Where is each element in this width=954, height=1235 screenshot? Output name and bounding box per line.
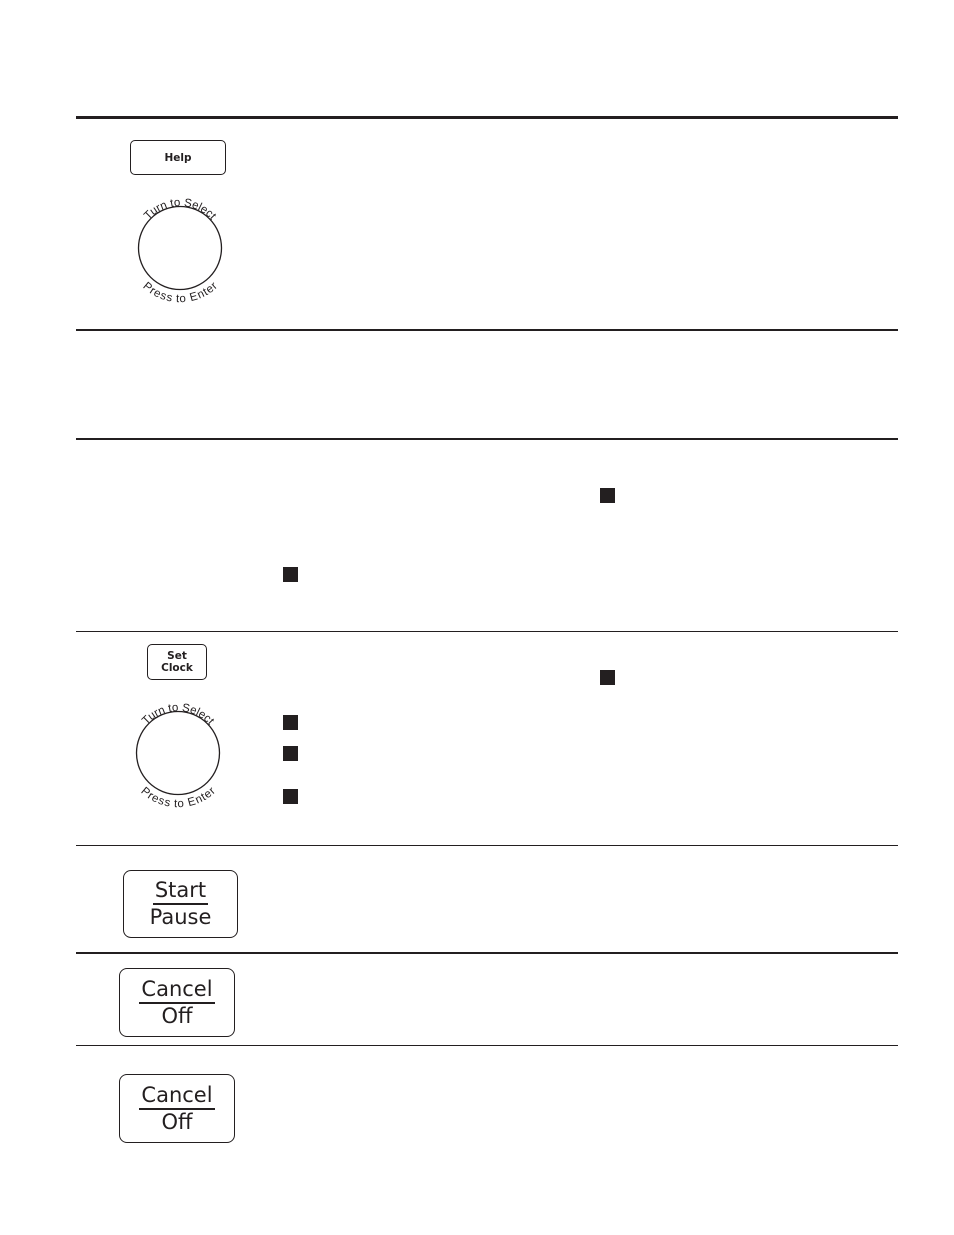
section-divider: [76, 438, 898, 440]
section-divider: [76, 952, 898, 954]
help-button[interactable]: [130, 140, 226, 175]
bullet-marker: [283, 746, 298, 761]
dial-bottom-text: Press to Enter: [138, 785, 218, 811]
off-label: Off: [161, 1109, 193, 1134]
bullet-marker: [600, 488, 615, 503]
set-clock-label-line2: Clock: [161, 662, 193, 674]
section-divider: [76, 1045, 898, 1046]
off-label: Off: [161, 1003, 193, 1028]
cancel-off-button[interactable]: [119, 1074, 235, 1143]
bullet-marker: [283, 789, 298, 804]
pause-label: Pause: [149, 905, 212, 929]
section-divider: [76, 631, 898, 632]
bullet-marker: [600, 670, 615, 685]
select-dial[interactable]: [120, 182, 240, 310]
section-divider: [76, 329, 898, 331]
help-button-label: Help: [164, 151, 192, 164]
dial-top-text: Turn to Select: [140, 701, 217, 728]
start-label: Start: [153, 879, 208, 905]
cancel-off-button[interactable]: [119, 968, 235, 1037]
bullet-marker: [283, 567, 298, 582]
bullet-marker: [283, 715, 298, 730]
cancel-label: Cancel: [139, 978, 214, 1004]
section-divider-top: [76, 116, 898, 119]
set-clock-label-line1: Set: [167, 650, 187, 662]
set-clock-button[interactable]: [147, 644, 207, 680]
select-dial[interactable]: [118, 687, 238, 815]
cancel-label: Cancel: [139, 1084, 214, 1110]
section-divider: [76, 845, 898, 846]
dial-top-text: Turn to Select: [142, 196, 219, 223]
dial-bottom-text: Press to Enter: [140, 280, 220, 306]
start-pause-button[interactable]: [123, 870, 238, 938]
